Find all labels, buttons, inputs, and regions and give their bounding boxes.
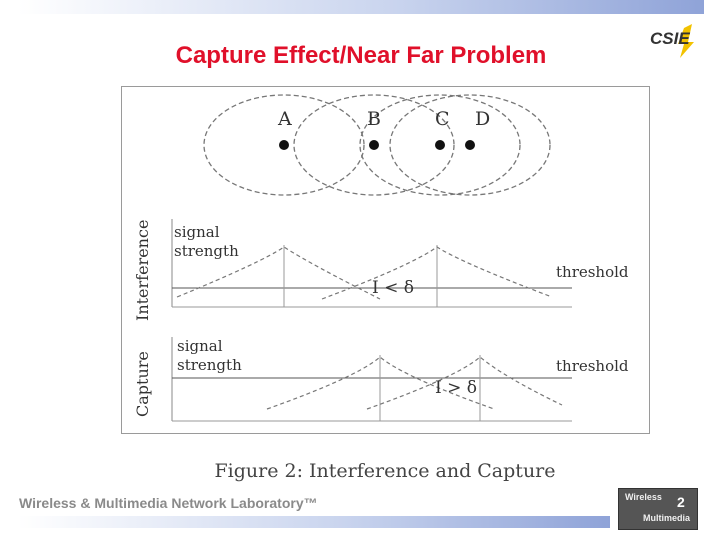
node-label-c: C xyxy=(435,108,450,130)
node-label-d: D xyxy=(475,108,491,130)
footer-lab-name: Wireless & Multimedia Network Laboratory™ xyxy=(19,495,318,511)
logo-text: CSIE xyxy=(650,29,690,48)
node-d-dot xyxy=(465,140,475,150)
capture-side-label: Capture xyxy=(133,351,152,417)
figure-panel xyxy=(121,86,650,434)
figure-diagram xyxy=(122,87,649,433)
node-a-dot xyxy=(279,140,289,150)
interference-strength-label: strength xyxy=(174,242,239,260)
node-label-b: B xyxy=(367,108,381,130)
node-b-dot xyxy=(369,140,379,150)
corner-logo-line2: Multimedia xyxy=(643,513,691,523)
wireless-multimedia-logo xyxy=(618,488,698,530)
bottom-gradient-bar xyxy=(18,516,610,528)
capture-threshold-label: threshold xyxy=(556,357,629,375)
corner-logo-line1: Wireless xyxy=(625,492,662,502)
interference-side-label: Interference xyxy=(133,219,152,321)
top-gradient-bar xyxy=(18,0,704,14)
capture-strength-label: strength xyxy=(177,356,242,374)
capture-signal-label: signal xyxy=(177,337,223,355)
corner-logo-mark: 2 xyxy=(677,494,685,510)
csie-logo xyxy=(648,22,704,58)
interference-relation: I < δ xyxy=(372,278,415,298)
figure-caption: Figure 2: Interference and Capture xyxy=(214,460,556,482)
node-label-a: A xyxy=(278,108,292,130)
interference-signal-label: signal xyxy=(174,223,220,241)
node-c-dot xyxy=(435,140,445,150)
interference-threshold-label: threshold xyxy=(556,263,629,281)
capture-relation: I > δ xyxy=(435,378,478,398)
slide-title: Capture Effect/Near Far Problem xyxy=(175,42,547,69)
